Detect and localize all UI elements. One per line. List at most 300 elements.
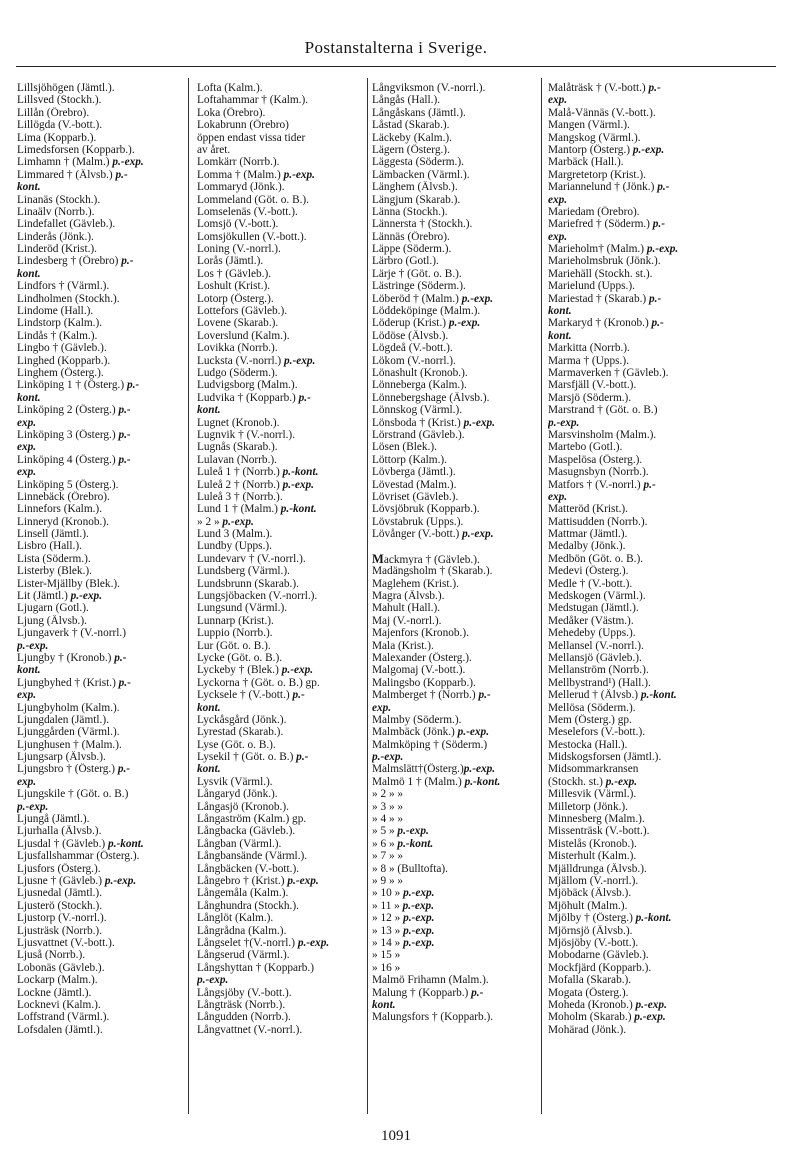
index-entry: Ljusfallshammar (Österg.). (17, 850, 140, 863)
index-entry: Lugnet (Kronob.). (197, 416, 280, 429)
index-entry: Malmslätt†(Österg.)p.-exp. (372, 763, 496, 776)
index-entry: Mohärad (Jönk.). (548, 1023, 627, 1036)
index-entry: Lulavan (Norrb.). (197, 453, 277, 466)
index-entry: Malmby (Söderm.). (372, 713, 462, 726)
index-entry: Madängsholm † (Skarab.). (372, 565, 493, 578)
index-entry: Markaryd † (Kronob.) p.- (548, 317, 664, 330)
index-entry: Linaälv (Norrb.). (17, 205, 95, 218)
index-entry: Medskogen (Värml.). (548, 590, 646, 603)
index-entry: Mala (Krist.). (372, 639, 434, 652)
index-entry: Lomsjö (V.-bott.). (197, 218, 279, 231)
index-entry: kont. (197, 763, 221, 776)
index-entry: Lövestad (Malm.). (372, 478, 457, 491)
index-entry: Lindholmen (Stockh.). (17, 292, 120, 305)
index-entry: Lommaryd (Jönk.). (197, 181, 285, 194)
index-entry: Mangskog (Värml.). (548, 131, 641, 144)
index-entry: Medåker (Västm.). (548, 614, 634, 627)
index-entry: Ljusnedal (Jämtl.). (17, 887, 103, 900)
index-entry: » 8 » (Bulltofta). (372, 862, 448, 875)
index-entry: Lövsjöbruk (Kopparb.). (372, 503, 480, 516)
index-entry: Ljusfors (Österg.). (17, 862, 101, 875)
index-entry: Mellansel (V.-norrl.). (548, 639, 644, 652)
index-entry: Mellanström (Norrb.). (548, 664, 649, 677)
index-entry: Långträsk (Norrb.). (197, 998, 286, 1011)
index-entry: Ljungskile † (Göt. o. B.) (17, 788, 129, 801)
index-entry: Luleå 2 † (Norrb.) p.-exp. (197, 478, 315, 491)
index-entry: Linnebäck (Örebro). (17, 490, 110, 503)
index-entry: » 14 » p.-exp. (372, 936, 435, 949)
index-entry: » 15 » (372, 949, 401, 962)
index-entry: Loshult (Krist.). (197, 280, 271, 293)
index-entry: Magra (Älvsb.). (372, 590, 445, 603)
index-entry: Meselefors (V.-bott.). (548, 726, 646, 739)
index-entry: Mangen (Värml.). (548, 119, 630, 132)
index-entry: Långåskans (Jämtl.). (372, 106, 466, 119)
index-entry: Moholm (Skarab.) p.-exp. (548, 1011, 666, 1024)
index-entry: Långrådna (Kalm.). (197, 924, 287, 937)
index-entry: Löberöd † (Malm.) p.-exp. (372, 292, 494, 305)
index-entry: Lommeland (Göt. o. B.). (197, 193, 310, 206)
index-entry: Långbacka (Gävleb.). (197, 825, 296, 838)
index-entry: Ljungbyhed † (Krist.) p.- (17, 676, 131, 689)
index-entry: Marieholmsbruk (Jönk.). (548, 255, 661, 268)
index-entry: kont. (197, 701, 221, 714)
index-entry: Ludgo (Söderm.). (197, 366, 278, 379)
index-entry: Ljungbyholm (Kalm.). (17, 701, 120, 714)
column-divider-1 (188, 78, 189, 1114)
index-entry: Lögdeå (V.-bott.). (372, 342, 453, 355)
index-entry: Misterhult (Kalm.). (548, 850, 637, 863)
index-entry: exp. (548, 94, 568, 107)
index-entry: Lörstrand (Gävleb.). (372, 428, 465, 441)
index-entry: Lockne (Jämtl.). (17, 986, 92, 999)
index-entry: Lista (Söderm.). (17, 552, 91, 565)
index-entry: Mattmar (Jämtl.). (548, 528, 628, 541)
index-entry: exp. (372, 701, 392, 714)
index-entry: Linderöd (Krist.). (17, 243, 97, 256)
index-entry: Långsjöby (V.-bott.). (197, 986, 292, 999)
index-entry: Medstugan (Jämtl.). (548, 602, 639, 615)
index-entry: Mellbystrand¹) (Hall.). (548, 676, 651, 689)
index-entry: Ljung (Älvsb.). (17, 614, 87, 627)
index-entry: exp. (17, 441, 37, 454)
column-divider-2 (367, 78, 368, 1114)
index-entry: Lomkärr (Norrb.). (197, 156, 280, 169)
index-entry: Lundsbrunn (Skarab.). (197, 577, 299, 590)
index-entry: Lärje † (Göt. o. B.). (372, 267, 462, 280)
column-1 (17, 82, 183, 1112)
index-entry: Långbansände (Värml.). (197, 850, 308, 863)
index-entry: Malung † (Kopparb.) p.- (372, 986, 484, 999)
index-entry: Minnesberg (Malm.). (548, 813, 645, 826)
index-entry: kont. (17, 181, 41, 194)
index-entry: Lyckeby † (Blek.) p.-exp. (197, 664, 314, 677)
index-entry: » 5 » p.-exp. (372, 825, 429, 838)
index-entry: Lämbacken (Värml.). (372, 168, 470, 181)
index-entry: Löttorp (Kalm.). (372, 453, 447, 466)
index-entry: Linköping 3 (Österg.) p.- (17, 428, 131, 441)
index-entry: Lovikka (Norrb.). (197, 342, 278, 355)
index-entry: Mjälldrunga (Älvsb.). (548, 862, 647, 875)
index-entry: Lucksta (V.-norrl.) p.-exp. (197, 354, 316, 367)
index-entry: Maglehem (Krist.). (372, 577, 459, 590)
index-entry: Lökom (V.-norrl.). (372, 354, 456, 367)
index-entry: kont. (372, 998, 396, 1011)
index-entry: Lindefallet (Gävleb.). (17, 218, 116, 231)
index-entry: » 16 » (372, 961, 401, 974)
index-entry: Lövriset (Gävleb.). (372, 490, 459, 503)
index-entry: Milletorp (Jönk.). (548, 800, 629, 813)
index-entry: Luleå 3 † (Norrb.). (197, 490, 283, 503)
index-entry: p.-exp. (372, 751, 404, 764)
index-entry: kont. (548, 305, 572, 318)
index-entry: Malmbäck (Jönk.) p.-exp. (372, 726, 490, 739)
index-entry: Långban (Värml.). (197, 837, 282, 850)
index-entry: Lindesberg † (Örebro) p.- (17, 255, 134, 268)
index-entry: Lysekil † (Göt. o. B.) p.- (197, 751, 309, 764)
index-entry: Ljustorp (V.-norrl.). (17, 912, 107, 925)
index-entry: Listerby (Blek.). (17, 565, 92, 578)
index-entry: p.-exp. (17, 800, 49, 813)
index-entry: Lönnskog (Värml.). (372, 404, 463, 417)
index-entry: Lyckåsgård (Jönk.). (197, 713, 287, 726)
index-entry: Midsommarkransen (548, 763, 639, 776)
index-entry: Lindstorp (Kalm.). (17, 317, 103, 330)
index-entry: » 13 » p.-exp. (372, 924, 435, 937)
index-entry: Mjörnsjö (Älvsb.). (548, 924, 633, 937)
index-entry: Moheda (Kronob.) p.-exp. (548, 998, 667, 1011)
index-entry: exp. (17, 775, 37, 788)
index-entry: Lisbro (Hall.). (17, 540, 82, 553)
index-entry: Linköping 5 (Österg.). (17, 478, 119, 491)
index-entry: Malingsbo (Kopparb.). (372, 676, 476, 689)
index-entry: Ljungsbro † (Österg.) p.- (17, 763, 131, 776)
index-entry: Lyse (Göt. o. B.). (197, 738, 276, 751)
index-entry: Ljurhalla (Älvsb.). (17, 825, 102, 838)
index-entry: Ludvika † (Kopparb.) p.- (197, 391, 311, 404)
index-entry: kont. (17, 267, 41, 280)
index-entry: Lofta (Kalm.). (197, 82, 263, 94)
index-entry: Länna (Stockh.). (372, 205, 448, 218)
index-entry: Linanäs (Stockh.). (17, 193, 101, 206)
index-entry: Marsjö (Söderm.). (548, 391, 632, 404)
index-entry: Långebro † (Krist.) p.-exp. (197, 875, 319, 887)
index-entry: Marstrand † (Göt. o. B.) (548, 404, 658, 417)
index-entry: Linneryd (Kronob.). (17, 515, 109, 528)
index-entry: Långaström (Kalm.) gp. (197, 813, 307, 826)
index-entry: Marieholm† (Malm.) p.-exp. (548, 243, 679, 256)
index-entry: kont. (17, 664, 41, 677)
index-entry: exp. (548, 193, 568, 206)
index-entry: Mariestad † (Skarab.) p.- (548, 292, 662, 305)
index-entry: Långaryd (Jönk.). (197, 788, 278, 801)
index-entry: Lundby (Upps.). (197, 540, 272, 553)
index-entry: Läggesta (Söderm.). (372, 156, 464, 169)
index-entry: exp. (17, 416, 37, 429)
index-entry: Mjällom (V.-norrl.). (548, 875, 639, 887)
index-entry: exp. (548, 490, 568, 503)
index-entry: Linköping 2 (Österg.) p.- (17, 404, 131, 417)
index-entry: Linköping 4 (Österg.) p.- (17, 453, 131, 466)
index-entry: Loffstrand (Värml.). (17, 1011, 110, 1024)
index-entry: Längjum (Skarab.). (372, 193, 461, 206)
index-entry: Mariedam (Örebro). (548, 205, 640, 218)
index-entry: Lundevarv † (V.-norrl.). (197, 552, 306, 565)
index-entry: Limhamn † (Malm.) p.-exp. (17, 156, 144, 169)
index-entry: Lövånger (V.-bott.) p.-exp. (372, 528, 494, 541)
index-entry: Lödöse (Älvsb.). (372, 329, 449, 342)
index-entry: kont. (17, 391, 41, 404)
index-entry: Mestocka (Hall.). (548, 738, 628, 751)
index-entry: Majenfors (Kronob.). (372, 627, 469, 640)
index-entry: Lister-Mjällby (Blek.). (17, 577, 120, 590)
index-entry: Lorås (Jämtl.). (197, 255, 264, 268)
index-entry: Mariehäll (Stockh. st.). (548, 267, 653, 280)
index-entry: Linköping 1 † (Österg.) p.- (17, 379, 140, 392)
index-entry: » 7 » » (372, 850, 404, 863)
index-entry: Loka (Örebro). (197, 106, 266, 119)
column-divider-3 (541, 78, 542, 1114)
index-entry: kont. (548, 329, 572, 342)
index-entry: » 12 » p.-exp. (372, 912, 435, 925)
index-entry: Lösen (Blek.). (372, 441, 437, 454)
index-entry: Markitta (Norrb.). (548, 342, 630, 355)
index-entry: Långudden (Norrb.). (197, 1011, 291, 1024)
index-entry: exp. (17, 466, 37, 479)
index-entry: Långviksmon (V.-norrl.). (372, 82, 486, 94)
index-entry: Lingbo † (Gävleb.). (17, 342, 107, 355)
index-entry: » 3 » » (372, 800, 404, 813)
index-entry: Linsell (Jämtl.). (17, 528, 89, 541)
index-entry: Lima (Kopparb.). (17, 131, 97, 144)
index-entry: Ljungdalen (Jämtl.). (17, 713, 109, 726)
index-entry: Långasjö (Kronob.). (197, 800, 289, 813)
index-entry: Läckeby (Kalm.). (372, 131, 452, 144)
index-entry: Mellerud † (Älvsb.) p.-kont. (548, 689, 677, 702)
index-entry: av året. (197, 143, 231, 156)
index-entry: Mehedeby (Upps.). (548, 627, 636, 640)
index-entry: Läppe (Söderm.). (372, 243, 452, 256)
index-entry: exp. (548, 230, 568, 243)
index-entry: » 9 » » (372, 875, 404, 887)
index-entry: » 11 » p.-exp. (372, 899, 435, 912)
index-entry: Mogata (Österg.). (548, 986, 629, 999)
index-entry: Långbäcken (V.-bott.). (197, 862, 300, 875)
index-entry: Lönnebergshage (Älvsb.). (372, 391, 490, 404)
index-entry: Lysvik (Värml.). (197, 775, 273, 788)
index-entry: Lovene (Skarab.). (197, 317, 279, 330)
index-entry: Marma † (Upps.). (548, 354, 629, 367)
index-entry: Lungsund (Värml.). (197, 602, 288, 615)
index-entry: Marbäck (Hall.). (548, 156, 624, 169)
index-entry: Lur (Göt. o. B.). (197, 639, 271, 652)
index-entry: Linderås (Jönk.). (17, 230, 94, 243)
index-entry: Mariefred † (Söderm.) p.- (548, 218, 666, 231)
index-entry: Lotorp (Österg.). (197, 292, 274, 305)
index-entry: Långlöt (Kalm.). (197, 912, 274, 925)
index-entry: Mjösjöby (V.-bott.). (548, 936, 639, 949)
index-entry: Malexander (Österg.). (372, 651, 472, 664)
index-entry: Lomselenäs (V.-bott.). (197, 205, 298, 218)
index-entry: Lofsdalen (Jämtl.). (17, 1023, 103, 1036)
index-entry: Lillsjöhögen (Jämtl.). (17, 82, 115, 94)
index-entry: Malmberget † (Norrb.) p.- (372, 689, 491, 702)
index-entry: Mistelås (Kronob.). (548, 837, 637, 850)
index-entry: Medbön (Göt. o. B.). (548, 552, 644, 565)
index-entry: Malgomaj (V.-bott.). (372, 664, 466, 677)
index-entry: Låstad (Skarab.). (372, 119, 450, 132)
index-entry: Malungsfors † (Kopparb.). (372, 1011, 494, 1024)
index-entry: Lästringe (Söderm.). (372, 280, 466, 293)
index-entry: Lindome (Hall.). (17, 305, 94, 318)
index-entry: Lillån (Örebro). (17, 106, 90, 119)
index-entry: Masugnsbyn (Norrb.). (548, 466, 649, 479)
index-entry: » 2 » p.-exp. (197, 515, 254, 528)
index-entry: Ljusdal † (Gävleb.) p.-kont. (17, 837, 144, 850)
index-entry: Locknevi (Kalm.). (17, 998, 101, 1011)
index-entry: Lottefors (Gävleb.). (197, 305, 288, 318)
index-entry: Mem (Österg.) gp. (548, 713, 632, 726)
index-entry: Missenträsk (V.-bott.). (548, 825, 650, 838)
header-rule (16, 66, 776, 67)
index-entry: Lyckorna † (Göt. o. B.) gp. (197, 676, 320, 689)
index-entry: » 2 » » (372, 788, 404, 801)
index-entry: Långselet †(V.-norrl.) p.-exp. (197, 936, 330, 949)
index-entry: Lugnvik † (V.-norrl.). (197, 428, 295, 441)
column-2 (197, 82, 363, 1112)
index-entry: Lönashult (Kronob.). (372, 366, 468, 379)
index-entry: Loftahammar † (Kalm.). (197, 94, 309, 107)
index-entry: Lönsboda † (Krist.) p.-exp. (372, 416, 495, 429)
index-entry: Mahult (Hall.). (372, 602, 441, 615)
index-entry: öppen endast vissa tider (197, 131, 306, 144)
index-entry: Medevi (Österg.). (548, 565, 629, 578)
index-entry: Lockarp (Malm.). (17, 974, 98, 987)
index-entry: Lund 1 † (Malm.) p.-kont. (197, 503, 317, 516)
index-entry: Ljungsarp (Älvsb.). (17, 751, 106, 764)
index-entry: Lit (Jämtl.) p.-exp. (17, 590, 103, 603)
section-gap (372, 540, 537, 552)
index-entry: Malå-Vännäs (V.-bott.). (548, 106, 656, 119)
index-entry: Långvattnet (V.-norrl.). (197, 1023, 303, 1036)
index-entry: Linghed (Kopparb.). (17, 354, 111, 367)
index-entry: Lillögda (V.-bott.). (17, 119, 103, 132)
index-entry: Medalby (Jönk.). (548, 540, 626, 553)
index-entry: Löderup (Krist.) p.-exp. (372, 317, 481, 330)
index-entry: Långås (Hall.). (372, 94, 441, 107)
index-entry: Länghem (Älvsb.). (372, 181, 458, 194)
index-entry: Malmö Frihamn (Malm.). (372, 974, 489, 987)
index-entry: Lännäs (Örebro). (372, 230, 450, 243)
index-entry: Matteröd (Krist.). (548, 503, 628, 516)
index-entry: Malmö 1 † (Malm.) p.-kont. (372, 775, 501, 788)
index-entry: Lungsjöbacken (V.-norrl.). (197, 590, 318, 603)
index-entry: Ljusträsk (Norrb.). (17, 924, 103, 937)
index-entry: Mellösa (Söderm.). (548, 701, 636, 714)
index-entry: Matfors † (V.-norrl.) p.- (548, 478, 656, 491)
index-entry: Los † (Gävleb.). (197, 267, 272, 280)
index-entry: Mantorp (Österg.) p.-exp. (548, 143, 665, 156)
index-entry: Lomsjökullen (V.-bott.). (197, 230, 307, 243)
index-entry: Lyrestad (Skarab.). (197, 726, 284, 739)
index-entry: kont. (197, 404, 221, 417)
index-entry: Malåträsk † (V.-bott.) p.- (548, 82, 661, 94)
index-entry: Marsfjäll (V.-bott.). (548, 379, 637, 392)
index-entry: Lokabrunn (Örebro) (197, 119, 289, 132)
index-entry: Luleå 1 † (Norrb.) p.-kont. (197, 466, 319, 479)
index-entry: Millesvik (Värml.). (548, 788, 637, 801)
index-entry: Lövstabruk (Upps.). (372, 515, 464, 528)
index-entry: Lövberga (Jämtl.). (372, 466, 456, 479)
index-entry: Loning (V.-norrl.). (197, 243, 281, 256)
index-entry: Ljunghusen † (Malm.). (17, 738, 122, 751)
index-entry: Lundsberg (Värml.). (197, 565, 290, 578)
index-entry: Mackmyra † (Gävleb.). (372, 552, 480, 566)
index-entry: Maspelösa (Österg.). (548, 453, 643, 466)
column-4 (548, 82, 784, 1112)
index-entry: Lunnarp (Krist.). (197, 614, 274, 627)
index-entry: Limmared † (Älvsb.) p.- (17, 168, 128, 181)
index-entry: Marmaverken † (Gävleb.). (548, 366, 669, 379)
index-entry: Lännersta † (Stockh.). (372, 218, 473, 231)
index-entry: Mjöhult (Malm.). (548, 899, 628, 912)
index-entry: p.-exp. (17, 639, 49, 652)
index-entry: Mjölby † (Österg.) p.-kont. (548, 912, 672, 925)
index-entry: Loverslund (Kalm.). (197, 329, 290, 342)
index-entry: Ljungby † (Kronob.) p.- (17, 651, 127, 664)
index-entry: Löddeköpinge (Malm.). (372, 305, 481, 318)
index-entry: Lindås † (Kalm.). (17, 329, 98, 342)
index-entry: p.-exp. (548, 416, 580, 429)
index-entry: Medle † (V.-bott.). (548, 577, 633, 590)
index-entry: Maj (V.-norrl.). (372, 614, 442, 627)
index-entry: Ljungå (Jämtl.). (17, 813, 90, 826)
index-entry: Lugnås (Skarab.). (197, 441, 278, 454)
index-entry: Mariannelund † (Jönk.) p.- (548, 181, 670, 194)
page-number: 1091 (381, 1128, 411, 1144)
index-entry: Linghem (Österg.). (17, 366, 104, 379)
page-title: Postanstalterna i Sverige. (304, 38, 488, 57)
index-entry: Lärbro (Gotl.). (372, 255, 439, 268)
index-entry: Lycke (Göt. o. B.). (197, 651, 283, 664)
index-entry: Lönneberga (Kalm.). (372, 379, 467, 392)
index-entry: Mellansjö (Gävleb.). (548, 651, 642, 664)
index-entry: Linnefors (Kalm.). (17, 503, 103, 516)
index-entry: Marielund (Upps.). (548, 280, 635, 293)
index-entry: Lobonäs (Gävleb.). (17, 961, 105, 974)
index-entry: Mockfjärd (Kopparb.). (548, 961, 652, 974)
index-entry: Ljusne † (Gävleb.) p.-exp. (17, 875, 137, 887)
index-entry: Ljusvattnet (V.-bott.). (17, 936, 115, 949)
index-entry: Mobodarne (Gävleb.). (548, 949, 649, 962)
index-entry: Mattisudden (Norrb.). (548, 515, 648, 528)
index-entry: Limedsforsen (Kopparb.). (17, 143, 135, 156)
index-entry: (Stockh. st.) p.-exp. (548, 775, 638, 788)
index-entry: Lomma † (Malm.) p.-exp. (197, 168, 315, 181)
index-entry: Lindfors † (Värml.). (17, 280, 110, 293)
index-entry: Ljunggården (Värml.). (17, 726, 120, 739)
index-entry: Marsvinsholm (Malm.). (548, 428, 657, 441)
index-entry: Ljungaverk † (V.-norrl.) (17, 627, 126, 640)
index-entry: Ljugarn (Gotl.). (17, 602, 89, 615)
index-entry: Ljusterö (Stockh.). (17, 899, 103, 912)
index-entry: Lycksele † (V.-bott.) p.- (197, 689, 305, 702)
index-entry: Margretetorp (Krist.). (548, 168, 646, 181)
index-entry: Långshyttan † (Kopparb.) (197, 961, 315, 974)
index-entry: Lägern (Österg.). (372, 143, 450, 156)
index-entry: exp. (17, 689, 37, 702)
column-3 (372, 82, 537, 1112)
